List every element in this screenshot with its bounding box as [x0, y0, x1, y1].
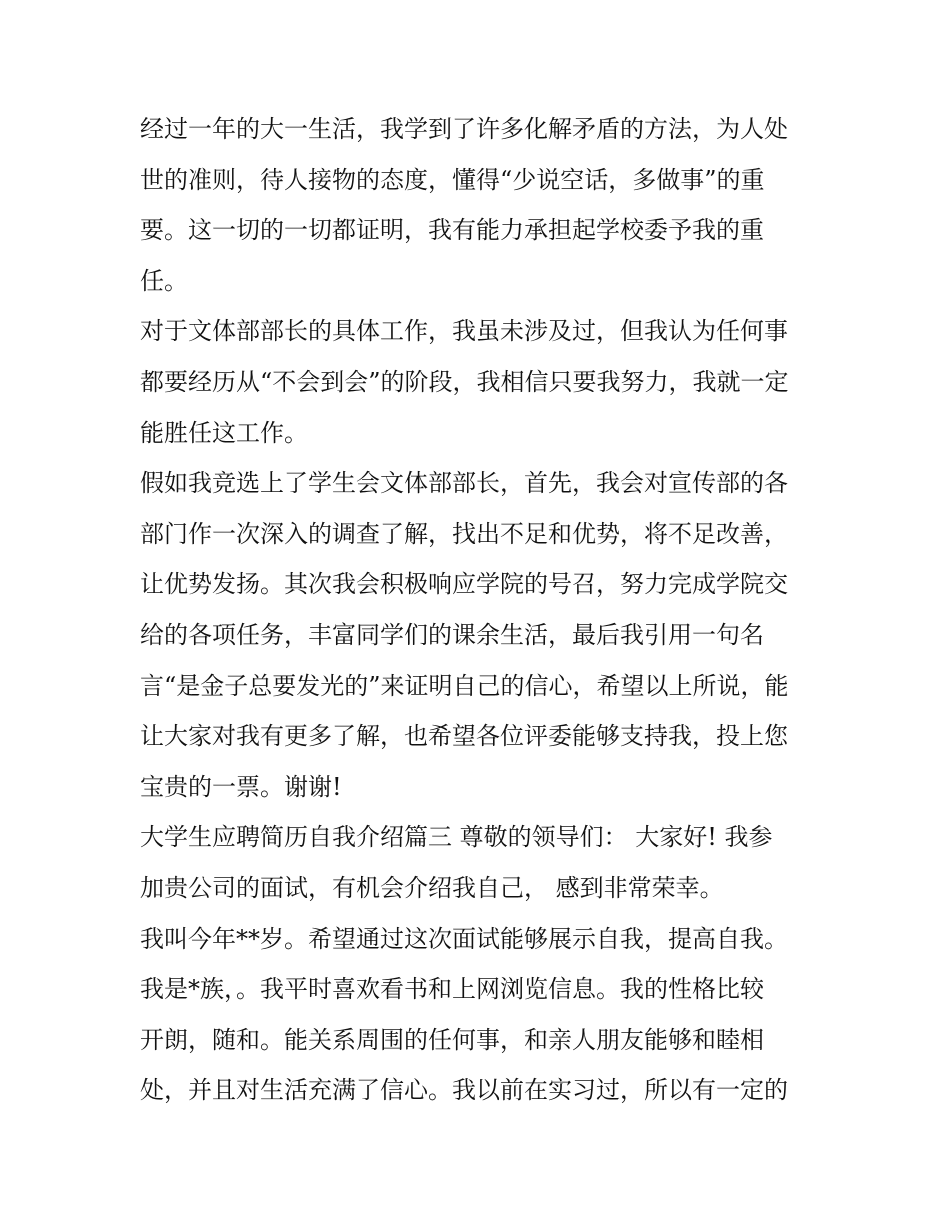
text-line: 加贵公司的面试，有机会介绍我自己， 感到非常荣幸。: [140, 873, 724, 902]
text-line: 我是*族，。我平时喜欢看书和上网浏览信息。我的性格比较: [140, 975, 764, 1004]
text-line: 开朗，随和。能关系周围的任何事，和亲人朋友能够和睦相: [140, 1025, 764, 1054]
body-text: [140, 104, 820, 1116]
text-line: 处，并且对生活充满了信心。我以前在实习过，所以有一定的: [140, 1076, 788, 1105]
text-line: 部门作一次深入的调查了解，找出不足和优势，将不足改善，: [140, 519, 788, 548]
text-line: 任。: [140, 266, 188, 295]
text-line: 能胜任这工作。: [140, 418, 308, 447]
text-line: 言“是金子总要发光的”来证明自己的信心，希望以上所说，能: [140, 671, 789, 700]
text-line: 大学生应聘简历自我介绍篇三 尊敬的领导们： 大家好! 我参: [140, 823, 773, 852]
text-line: 要。这一切的一切都证明，我有能力承担起学校委予我的重: [140, 216, 764, 245]
text-line: 假如我竞选上了学生会文体部部长，首先，我会对宣传部的各: [140, 469, 788, 498]
text-line: 对于文体部部长的具体工作，我虽未涉及过，但我认为任何事: [140, 317, 788, 346]
text-line: 给的各项任务，丰富同学们的课余生活，最后我引用一句名: [140, 620, 764, 649]
text-line: 让优势发扬。其次我会积极响应学院的号召，努力完成学院交: [140, 570, 788, 599]
text-line: 宝贵的一票。谢谢!: [140, 772, 342, 801]
text-line: 世的准则，待人接物的态度，懂得“少说空话，多做事”的重: [140, 165, 765, 194]
text-line: 我叫今年**岁。希望通过这次面试能够展示自我，提高自我。: [140, 924, 788, 953]
text-line: 都要经历从“不会到会”的阶段，我相信只要我努力，我就一定: [140, 367, 789, 396]
text-line: 让大家对我有更多了解，也希望各位评委能够支持我，投上您: [140, 722, 788, 751]
text-line: 经过一年的大一生活，我学到了许多化解矛盾的方法，为人处: [140, 115, 788, 143]
